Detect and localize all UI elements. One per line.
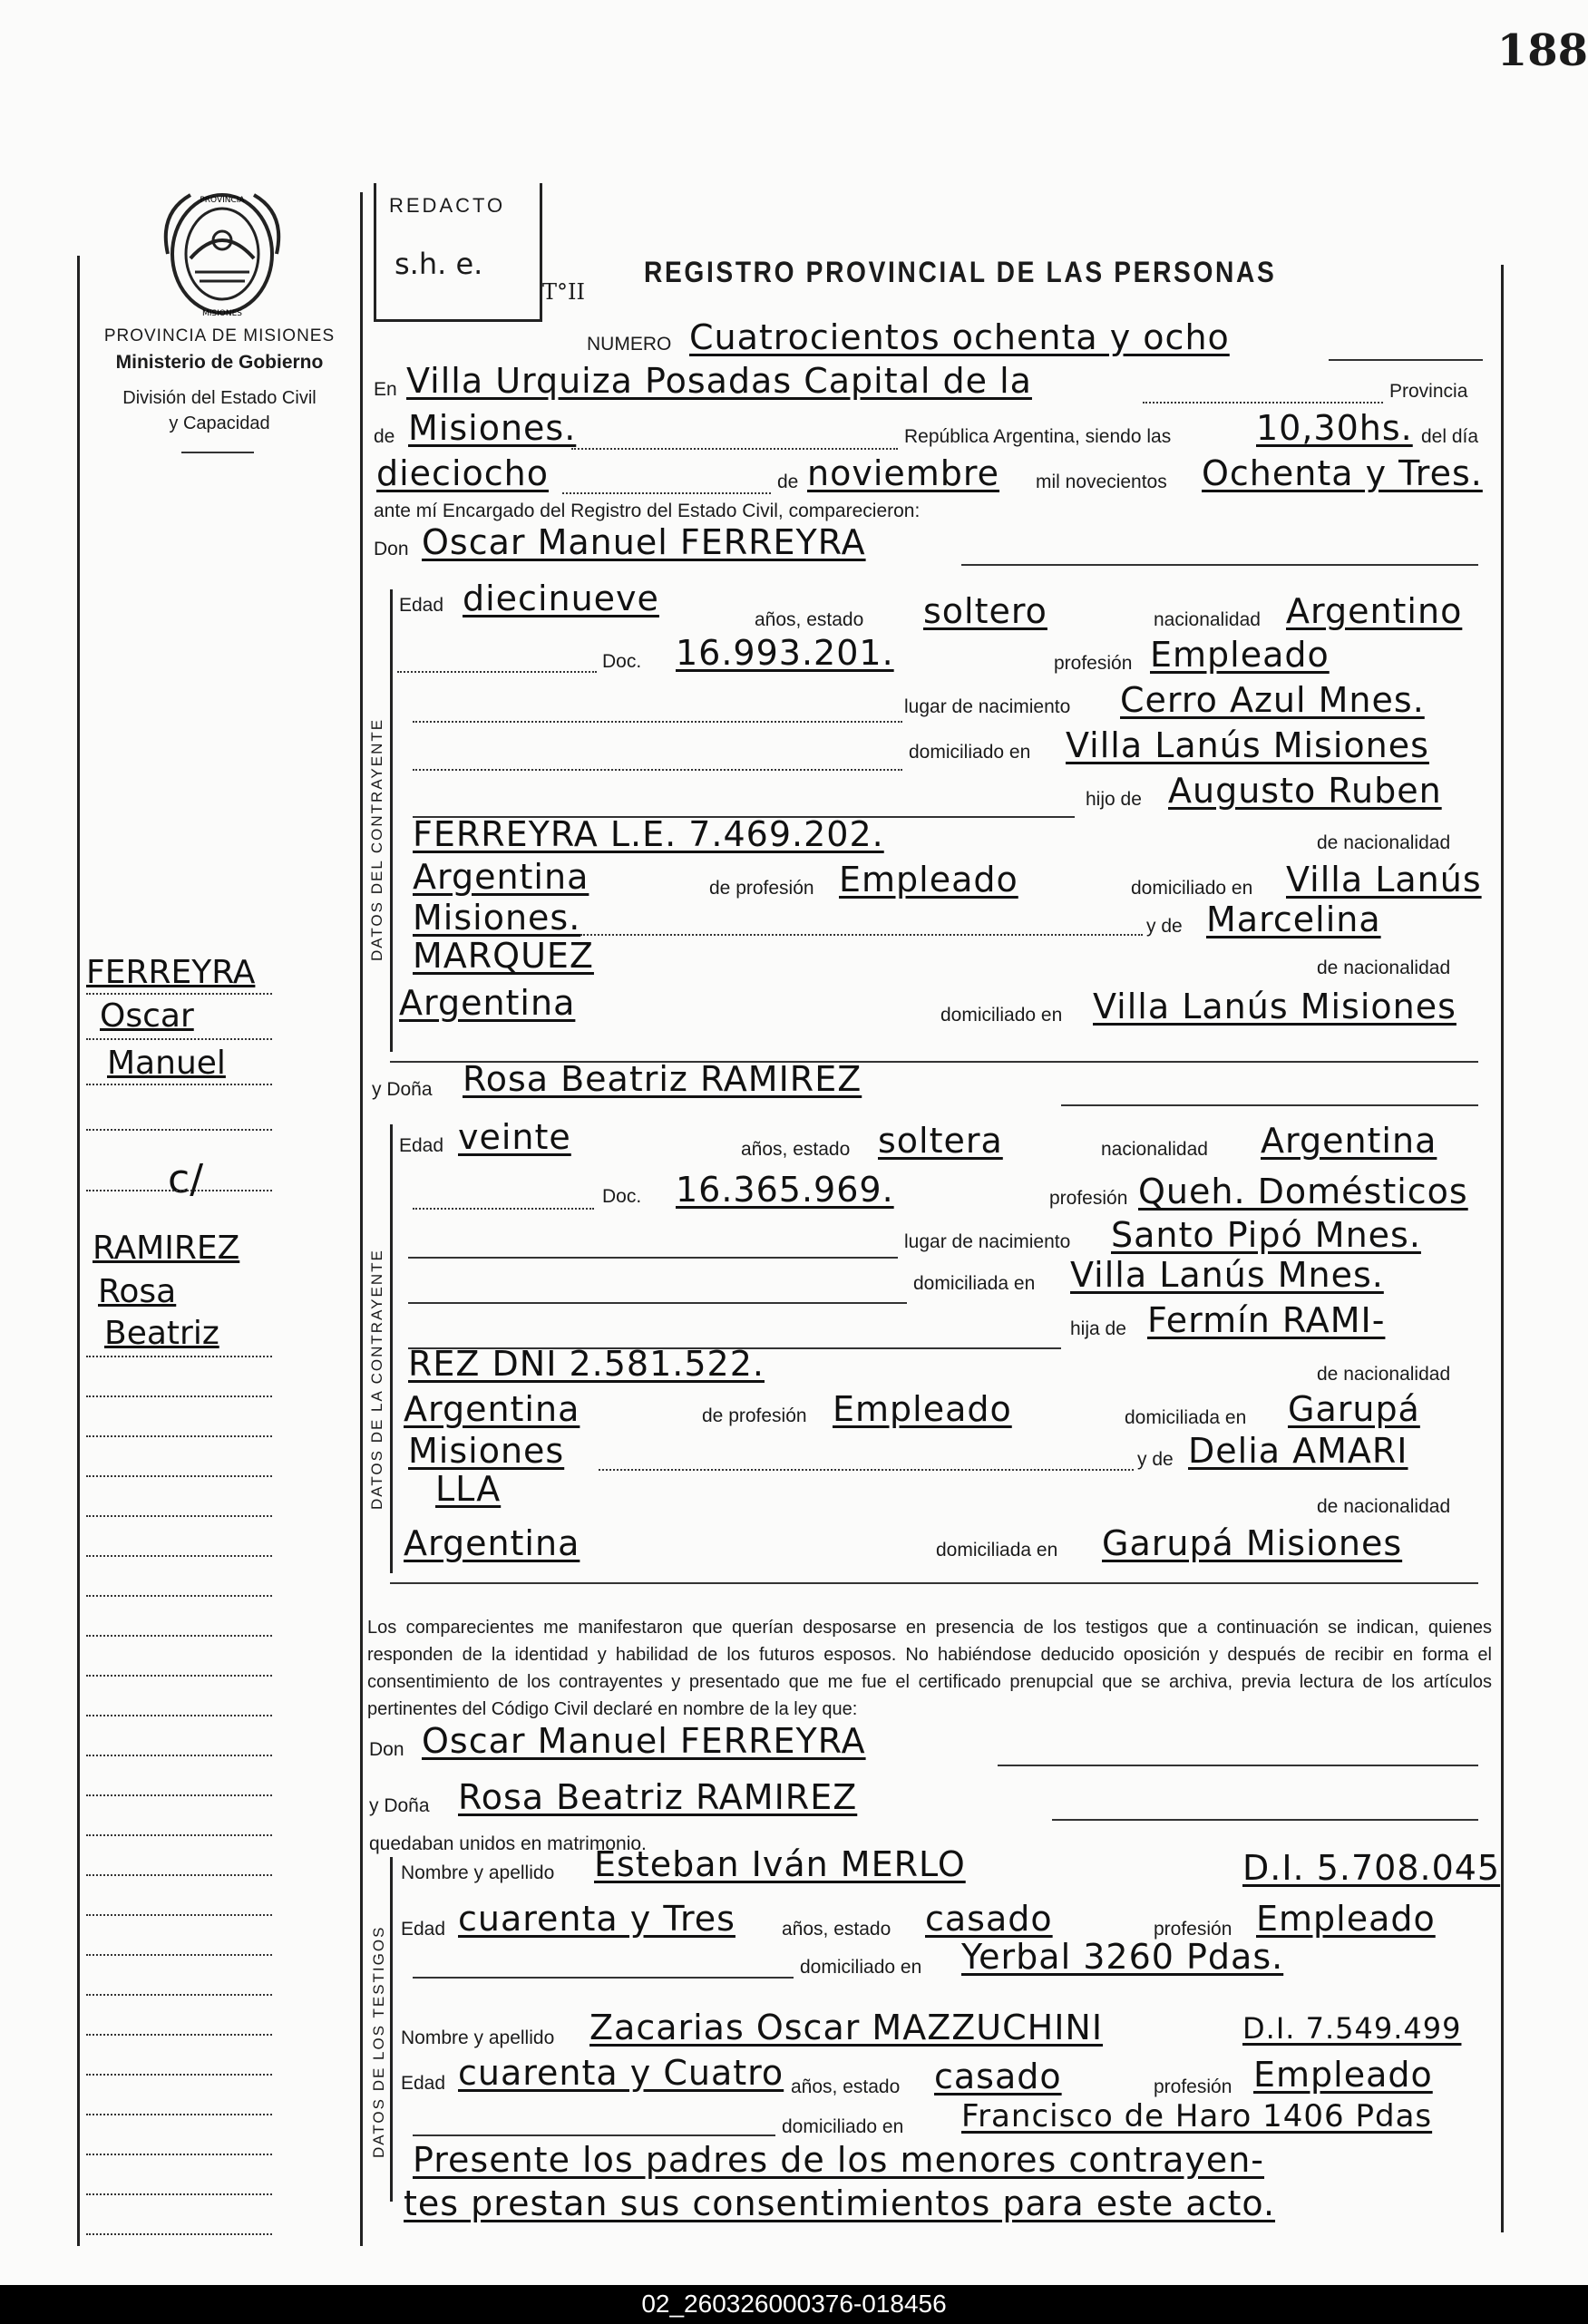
margin-note-line xyxy=(86,1515,272,1517)
act-month: noviembre xyxy=(807,453,1000,493)
groom-edad-label: Edad xyxy=(399,595,444,616)
bride-edad-label: Edad xyxy=(399,1135,444,1156)
footer-code: 02_260326000376-018456 xyxy=(641,2290,947,2318)
groom-father-domicile-2: Misiones. xyxy=(413,898,581,938)
margin-note-line xyxy=(86,1084,272,1085)
act-time: 10,30hs. xyxy=(1256,408,1413,448)
groom-mother-fill xyxy=(580,934,1143,936)
main-form-left-rule xyxy=(360,192,363,2246)
groom-domicilio-label: domiciliado en xyxy=(909,742,1031,763)
margin-bride-name-1: Rosa xyxy=(98,1273,177,1310)
tomo-number: T°II xyxy=(542,279,585,305)
act-day: dieciocho xyxy=(376,453,549,493)
declared-dona-label: y Doña xyxy=(369,1795,430,1816)
margin-bride-name-2: Beatriz xyxy=(104,1315,219,1352)
svg-text:MISIONES: MISIONES xyxy=(201,309,243,318)
groom-mother-1: Marcelina xyxy=(1206,899,1381,939)
document-title: REGISTRO PROVINCIAL DE LAS PERSONAS xyxy=(644,256,1277,288)
margin-groom-name-1: Oscar xyxy=(100,997,194,1035)
margin-note-line xyxy=(86,1356,272,1357)
margin-note-line xyxy=(86,1755,272,1756)
bride-mother-1: Delia AMARI xyxy=(1188,1431,1408,1471)
declared-bride: Rosa Beatriz RAMIREZ xyxy=(458,1777,858,1817)
declared-groom: Oscar Manuel FERREYRA xyxy=(422,1721,866,1761)
svg-text:PROVINCIA: PROVINCIA xyxy=(200,196,245,205)
groom-domicile: Villa Lanús Misiones xyxy=(1066,725,1429,765)
bride-mother-dom-label: domiciliada en xyxy=(936,1540,1058,1561)
margin-note-line xyxy=(86,1555,272,1557)
provincia-label: Provincia xyxy=(1389,381,1468,402)
margin-note-line xyxy=(86,1190,272,1191)
closing-note-1: Presente los padres de los menores contrayen- xyxy=(413,2140,1265,2180)
groom-profession: Empleado xyxy=(1150,635,1330,675)
groom-age: diecinueve xyxy=(463,579,659,618)
act-day-fill xyxy=(562,492,771,494)
margin-note-line xyxy=(86,2034,272,2036)
w2-nombre-label: Nombre y apellido xyxy=(401,2027,555,2048)
margin-groom-name-2: Manuel xyxy=(107,1045,226,1082)
groom-father-profession: Empleado xyxy=(839,860,1018,899)
groom-father-domicile-1: Villa Lanús xyxy=(1286,860,1482,899)
margin-note-line xyxy=(86,1954,272,1956)
bride-birthplace-fill xyxy=(408,1257,898,1259)
province-name: PROVINCIA DE MISIONES xyxy=(103,326,336,345)
act-number: Cuatrocientos ochenta y ocho xyxy=(689,317,1230,357)
witness2-name: Zacarias Oscar MAZZUCHINI xyxy=(589,2008,1104,2047)
bride-birthplace: Santo Pipó Mnes. xyxy=(1111,1215,1421,1255)
closing-note-2: tes prestan sus consentimientos para este acto. xyxy=(404,2183,1276,2223)
place-line-1-fill xyxy=(1143,402,1383,404)
groom-doc-fill xyxy=(397,671,597,673)
division-name: División del Estado Civil xyxy=(122,388,317,408)
bride-name-line xyxy=(1061,1104,1478,1106)
witness2-profession: Empleado xyxy=(1253,2055,1433,2095)
place-line-2: Misiones. xyxy=(408,408,577,448)
margin-groom-surname: FERREYRA xyxy=(86,954,256,991)
groom-mother-nationality: Argentina xyxy=(399,983,576,1023)
margin-note-line xyxy=(86,1794,272,1796)
bride-father-2: REZ DNI 2.581.522. xyxy=(408,1344,765,1384)
division-name-2: y Capacidad xyxy=(169,413,270,433)
witness-section-label: DATOS DE LOS TESTIGOS xyxy=(370,1925,387,2158)
witness1-name: Esteban Iván MERLO xyxy=(594,1844,966,1884)
left-margin-rule xyxy=(77,256,80,2246)
ministry-name: Ministerio de Gobierno xyxy=(115,352,324,373)
bride-estado-label: años, estado xyxy=(741,1139,851,1160)
margin-note-line xyxy=(86,2193,272,2195)
bride-father-profession: Empleado xyxy=(833,1389,1012,1429)
bride-domicile-fill xyxy=(408,1302,907,1304)
groom-lugar-label: lugar de nacimiento xyxy=(904,696,1071,717)
margin-note-line xyxy=(86,1675,272,1677)
w1-estado-label: años, estado xyxy=(782,1919,891,1940)
place-line-2-fill xyxy=(571,448,898,450)
groom-mother-nac-label: de nacionalidad xyxy=(1317,958,1451,978)
margin-note-line xyxy=(86,1129,272,1131)
groom-hijo-label: hijo de xyxy=(1086,789,1142,810)
margin-note-line xyxy=(86,1435,272,1437)
margin-note-line xyxy=(86,2114,272,2115)
bride-mother-fill xyxy=(599,1469,1134,1471)
bride-section-end-line xyxy=(390,1582,1478,1584)
declared-bride-line xyxy=(1052,1819,1478,1821)
groom-nacionalidad-label: nacionalidad xyxy=(1154,609,1261,630)
margin-note-line xyxy=(86,1834,272,1836)
bride-age: veinte xyxy=(458,1117,571,1157)
bride-domicilio-label: domiciliada en xyxy=(913,1273,1036,1294)
bride-domicile: Villa Lanús Mnes. xyxy=(1070,1255,1384,1295)
margin-note-line xyxy=(86,2074,272,2076)
place-line-1: Villa Urquiza Posadas Capital de la xyxy=(406,361,1032,401)
witness2-domicile: Francisco de Haro 1406 Pdas xyxy=(961,2098,1433,2134)
witness2-marital-status: casado xyxy=(934,2057,1062,2096)
w2-domicile-fill xyxy=(413,2134,775,2136)
witness1-domicile: Yerbal 3260 Pdas. xyxy=(961,1937,1284,1977)
page-number: 188 xyxy=(1496,25,1588,76)
bride-full-name: Rosa Beatriz RAMIREZ xyxy=(463,1059,862,1099)
ante-text: ante mí Encargado del Registro del Estado Civil, comparecieron: xyxy=(374,501,921,521)
act-year: Ochenta y Tres. xyxy=(1202,453,1483,493)
bride-father-nac-label: de nacionalidad xyxy=(1317,1364,1451,1385)
declaration-text: Los comparecientes me manifestaron que querían desposarse en presencia de los testigos que a continuación se indican, quienes responden de la identidad y habilidad de los futuros esposos. No habiéndose deducido oposición y después de recibir en forma el consentimiento de los contrayentes y presentado que me fue el certificado prenupcial que se archiva, previa lectura de los artículos pertinentes del Código Civil declaré en nombre de la ley que: xyxy=(367,1618,1492,1719)
bride-father-1: Fermín RAMI- xyxy=(1147,1300,1386,1340)
groom-father-2: FERREYRA L.E. 7.469.202. xyxy=(413,814,884,854)
groom-section-box xyxy=(390,589,393,1052)
bride-father-nationality: Argentina xyxy=(404,1389,580,1429)
bride-section-label: DATOS DE LA CONTRAYENTE xyxy=(368,1249,385,1510)
groom-birthplace: Cerro Azul Mnes. xyxy=(1120,680,1425,720)
groom-don-label: Don xyxy=(374,539,409,559)
header-divider xyxy=(181,452,254,453)
groom-doc-label: Doc. xyxy=(602,651,642,672)
witness1-marital-status: casado xyxy=(925,1899,1053,1939)
w1-domicile-fill xyxy=(413,1977,794,1979)
margin-note-line xyxy=(86,1715,272,1716)
mil-novecientos-label: mil novecientos xyxy=(1036,472,1167,492)
en-label: En xyxy=(374,379,397,400)
groom-father-1: Augusto Ruben xyxy=(1168,771,1442,811)
groom-estado-label: años, estado xyxy=(755,609,864,630)
groom-profesion-label: profesión xyxy=(1054,653,1133,674)
groom-father-dom-label: domiciliado en xyxy=(1131,878,1253,899)
redacto-stamp xyxy=(374,183,542,322)
bride-doc-label: Doc. xyxy=(602,1186,642,1207)
margin-note-line xyxy=(86,1635,272,1637)
groom-mother-domicile: Villa Lanús Misiones xyxy=(1093,987,1456,1026)
de-label: de xyxy=(374,426,395,447)
main-form-right-rule xyxy=(1501,265,1504,2232)
margin-note-line xyxy=(86,1475,272,1477)
bride-profession: Queh. Domésticos xyxy=(1138,1172,1468,1211)
margin-note-line xyxy=(86,993,272,995)
bride-dona-label: y Doña xyxy=(372,1079,433,1100)
quedaban-text: quedaban unidos en matrimonio. xyxy=(369,1833,647,1854)
margin-bride-surname: RAMIREZ xyxy=(93,1230,240,1267)
groom-domicile-fill xyxy=(413,769,902,771)
witness-section-box xyxy=(390,1857,393,2202)
groom-section-label: DATOS DEL CONTRAYENTE xyxy=(368,717,385,961)
w1-edad-label: Edad xyxy=(401,1919,446,1940)
margin-connector: c/ xyxy=(168,1156,204,1202)
bride-mother-domicile: Garupá Misiones xyxy=(1102,1523,1403,1563)
groom-father-nac-label: de nacionalidad xyxy=(1317,832,1451,853)
bride-marital-status: soltera xyxy=(878,1121,1003,1161)
witness1-doc: D.I. 5.708.045 xyxy=(1242,1848,1501,1888)
w1-nombre-label: Nombre y apellido xyxy=(401,1862,555,1883)
w2-edad-label: Edad xyxy=(401,2073,446,2094)
bride-profesion-label: profesión xyxy=(1049,1188,1128,1209)
groom-father-prof-label: de profesión xyxy=(709,878,814,899)
groom-father-nationality: Argentina xyxy=(413,857,589,897)
witness1-profession: Empleado xyxy=(1256,1899,1436,1939)
witness2-doc: D.I. 7.549.499 xyxy=(1242,2011,1462,2046)
bride-doc-fill xyxy=(413,1208,594,1210)
margin-note-line xyxy=(86,1038,272,1040)
margin-note-line xyxy=(86,1595,272,1597)
coat-of-arms-icon xyxy=(154,186,290,326)
w1-domicilio-label: domiciliado en xyxy=(800,1957,922,1978)
bride-father-prof-label: de profesión xyxy=(702,1405,807,1426)
witness2-age: cuarenta y Cuatro xyxy=(458,2053,784,2093)
w2-domicilio-label: domiciliado en xyxy=(782,2116,904,2137)
del-dia-label: del día xyxy=(1421,426,1479,447)
margin-note-line xyxy=(86,1874,272,1876)
bride-mother-nationality: Argentina xyxy=(404,1523,580,1563)
de2-label: de xyxy=(777,472,799,492)
bride-y-de-label: y de xyxy=(1137,1449,1174,1470)
margin-note-line xyxy=(86,1395,272,1397)
w2-estado-label: años, estado xyxy=(791,2076,901,2097)
groom-doc-number: 16.993.201. xyxy=(676,633,894,673)
bride-father-dom-label: domiciliada en xyxy=(1125,1407,1247,1428)
groom-marital-status: soltero xyxy=(923,591,1047,631)
bride-nacionalidad-label: nacionalidad xyxy=(1101,1139,1208,1160)
bride-hija-label: hija de xyxy=(1070,1318,1126,1339)
witness1-age: cuarenta y Tres xyxy=(458,1899,736,1939)
w1-profesion-label: profesión xyxy=(1154,1919,1232,1940)
bride-mother-nac-label: de nacionalidad xyxy=(1317,1496,1451,1517)
bride-mother-2: LLA xyxy=(435,1469,502,1509)
margin-note-line xyxy=(86,1994,272,1996)
groom-y-de-label: y de xyxy=(1146,916,1183,937)
declared-don-label: Don xyxy=(369,1739,404,1760)
declared-groom-line xyxy=(998,1765,1478,1766)
bride-lugar-label: lugar de nacimiento xyxy=(904,1231,1071,1252)
bride-father-domicile-2: Misiones xyxy=(408,1431,565,1471)
bride-section-box xyxy=(390,1124,393,1573)
bride-doc-number: 16.365.969. xyxy=(676,1170,894,1210)
bride-father-domicile-1: Garupá xyxy=(1288,1389,1420,1429)
redacto-stamp-label: REDACTO xyxy=(389,194,506,217)
numero-line xyxy=(1329,359,1483,361)
groom-mother-dom-label: domiciliado en xyxy=(940,1005,1063,1026)
redacto-stamp-value: s.h. e. xyxy=(395,247,483,281)
bride-nationality: Argentina xyxy=(1261,1121,1437,1161)
groom-full-name: Oscar Manuel FERREYRA xyxy=(422,522,866,562)
groom-name-line xyxy=(961,564,1478,566)
republica-label: República Argentina, siendo las xyxy=(904,426,1172,447)
margin-note-line xyxy=(86,2154,272,2155)
groom-mother-2: MARQUEZ xyxy=(413,936,594,976)
margin-note-line xyxy=(86,2233,272,2235)
margin-note-line xyxy=(86,1914,272,1916)
groom-birthplace-fill xyxy=(413,721,902,723)
numero-label: NUMERO xyxy=(587,334,672,355)
groom-nationality: Argentino xyxy=(1286,591,1463,631)
w2-profesion-label: profesión xyxy=(1154,2076,1232,2097)
